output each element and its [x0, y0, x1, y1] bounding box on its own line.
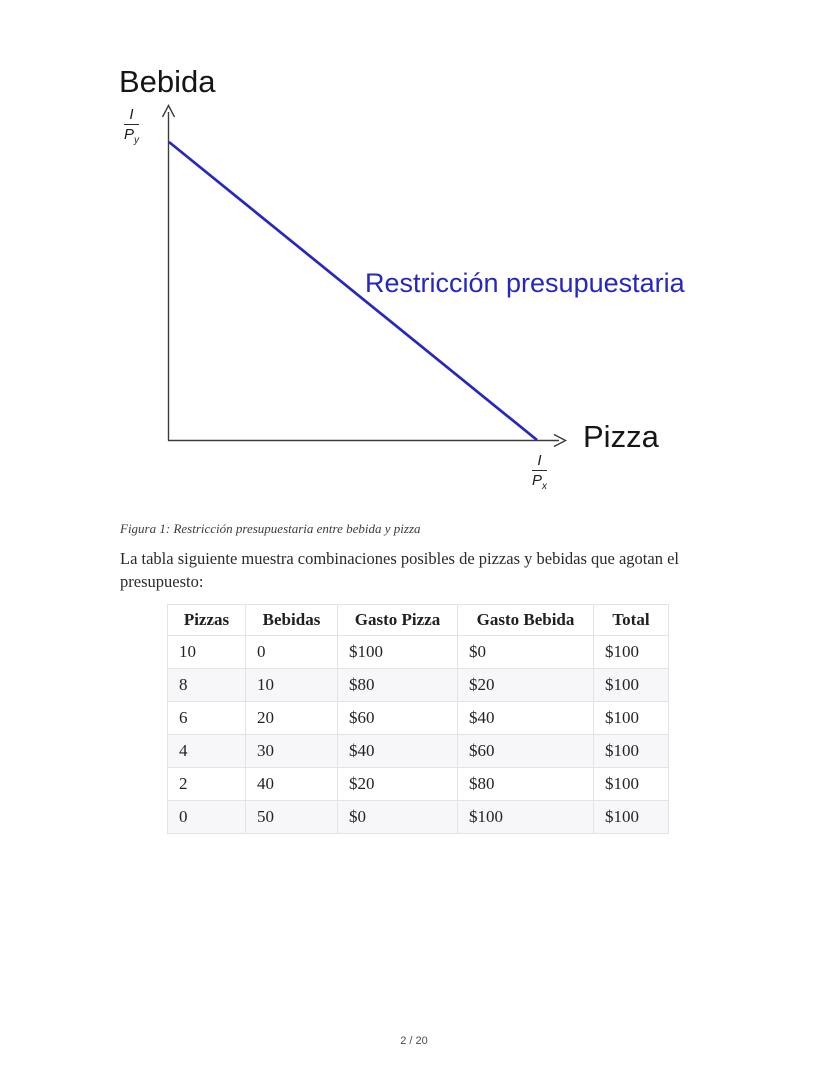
cell: $100	[338, 636, 458, 669]
y-axis-title: Bebida	[119, 64, 216, 99]
table-row	[168, 735, 669, 768]
cell: 4	[168, 735, 246, 768]
cell: $100	[594, 669, 669, 702]
cell: 20	[246, 702, 338, 735]
col-header-gasto-pizza: Gasto Pizza	[338, 605, 458, 636]
table-row	[168, 768, 669, 801]
cell: $40	[458, 702, 594, 735]
cell: 50	[246, 801, 338, 834]
cell: 10	[246, 669, 338, 702]
cell: $100	[594, 735, 669, 768]
cell: 6	[168, 702, 246, 735]
cell: $100	[458, 801, 594, 834]
cell: 8	[168, 669, 246, 702]
cell: 2	[168, 768, 246, 801]
cell: $80	[338, 669, 458, 702]
cell: 0	[168, 801, 246, 834]
x-fraction-denominator: $P_x$	[532, 472, 548, 492]
cell: $60	[458, 735, 594, 768]
cell: 30	[246, 735, 338, 768]
page-number-indicator: 2 / 20	[400, 1035, 428, 1047]
cell: $20	[458, 669, 594, 702]
x-fraction-numerator: I	[532, 452, 547, 471]
col-header-gasto-bebida: Gasto Bebida	[458, 605, 594, 636]
table-row	[168, 669, 669, 702]
cell: $40	[338, 735, 458, 768]
figure-caption: Figura 1: Restricción presupuestaria entre bebida y pizza	[120, 521, 421, 536]
cell: $80	[458, 768, 594, 801]
cell: $100	[594, 702, 669, 735]
table-row	[168, 702, 669, 735]
col-header-bebidas: Bebidas	[246, 605, 338, 636]
col-header-pizzas: Pizzas	[168, 605, 246, 636]
budget-combinations-table	[167, 604, 669, 834]
cell: $100	[594, 636, 669, 669]
x-axis-title: Pizza	[583, 419, 659, 454]
cell: $100	[594, 801, 669, 834]
cell: $20	[338, 768, 458, 801]
cell: 0	[246, 636, 338, 669]
col-header-total: Total	[594, 605, 669, 636]
cell: 40	[246, 768, 338, 801]
cell: 10	[168, 636, 246, 669]
cell: $0	[458, 636, 594, 669]
table-row	[168, 801, 669, 834]
table-row	[168, 636, 669, 669]
cell: $0	[338, 801, 458, 834]
body-paragraph: La tabla siguiente muestra combinaciones posibles de pizzas y bebidas que agotan el presupuesto:	[120, 549, 679, 592]
y-fraction-denominator: $P_y$	[124, 126, 140, 146]
budget-line-label: Restricción presupuestaria	[365, 268, 685, 298]
cell: $100	[594, 768, 669, 801]
x-intercept-fraction	[532, 452, 547, 496]
cell: $60	[338, 702, 458, 735]
table-header-row	[168, 605, 669, 636]
y-fraction-numerator: I	[124, 106, 139, 125]
y-intercept-fraction	[124, 106, 139, 150]
